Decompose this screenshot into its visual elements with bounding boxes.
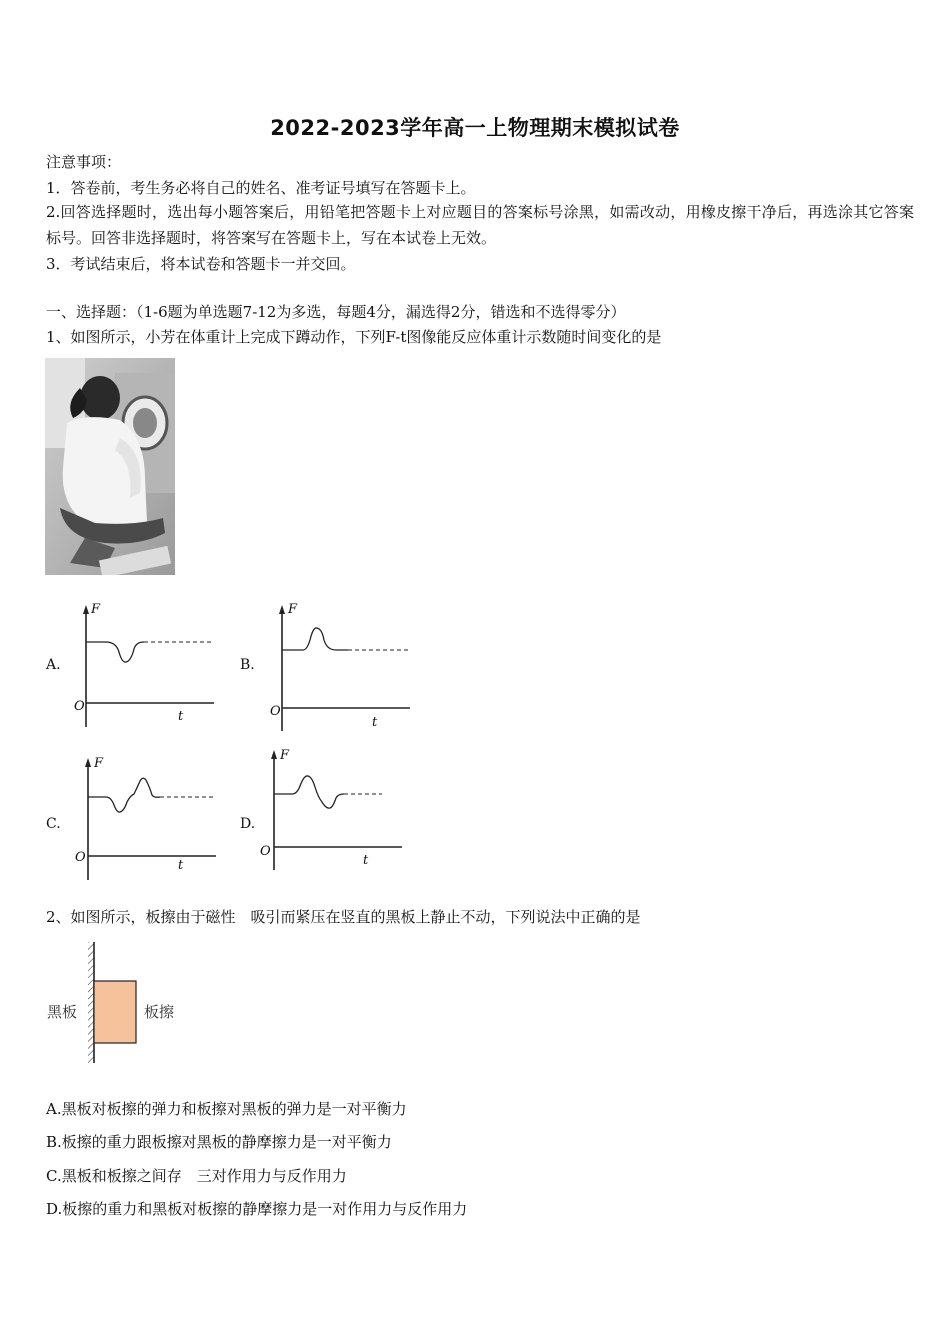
q2-option-c[interactable]: C.黑板和板擦之间存 三对作用力与反作用力 bbox=[46, 1167, 347, 1185]
blackboard-label: 黑板 bbox=[47, 1003, 78, 1021]
option-b-axis-t: t bbox=[372, 715, 378, 730]
option-c-axis-f: F bbox=[94, 756, 104, 771]
notice-item-2: 2.回答选择题时，选出每小题答案后，用铅笔把答题卡上对应题目的答案标号涂黑，如需改动，用橡皮擦干净后，再选涂其它答案标号。回答非选择题时，将答案写在答题卡上，写在本试卷上无效。 bbox=[46, 203, 914, 247]
q2-option-d[interactable]: D.板擦的重力和黑板对板擦的静摩擦力是一对作用力与反作用力 bbox=[46, 1200, 468, 1218]
notice-item-3: 3．考试结束后，将本试卷和答题卡一并交回。 bbox=[46, 255, 356, 273]
option-b-axis-f: F bbox=[288, 602, 298, 617]
option-a-axis-t: t bbox=[178, 709, 184, 724]
question-1-stem: 1、如图所示，小芳在体重计上完成下蹲动作，下列F-t图像能反应体重计示数随时间变化的是 bbox=[46, 328, 662, 346]
option-a-letter: A. bbox=[46, 657, 61, 673]
section-heading: 一、选择题：（1-6题为单选题7-12为多选，每题4分，漏选得2分，错选和不选得零分） bbox=[46, 303, 626, 321]
q2-option-a[interactable]: A.黑板对板擦的弹力和板擦对黑板的弹力是一对平衡力 bbox=[46, 1100, 407, 1118]
option-c-letter: C. bbox=[46, 816, 61, 832]
notice-heading: 注意事项： bbox=[46, 153, 122, 171]
option-d-origin: O bbox=[260, 844, 271, 859]
option-c-axis-t: t bbox=[178, 858, 184, 873]
option-d-letter: D. bbox=[240, 816, 256, 832]
option-d-axis-f: F bbox=[280, 748, 290, 763]
option-b-origin: O bbox=[270, 704, 281, 719]
option-d-axis-t: t bbox=[363, 853, 369, 868]
option-b-letter: B. bbox=[240, 657, 255, 673]
eraser-label: 板擦 bbox=[144, 1003, 175, 1021]
option-a-origin: O bbox=[74, 699, 85, 714]
page-title: 2022-2023学年高一上物理期末模拟试卷 bbox=[270, 116, 680, 140]
option-a-axis-f: F bbox=[91, 602, 101, 617]
squat-photo bbox=[45, 358, 175, 575]
board-diagram bbox=[45, 940, 205, 1065]
q2-option-b[interactable]: B.板擦的重力跟板擦对黑板的静摩擦力是一对平衡力 bbox=[46, 1133, 392, 1151]
option-c-origin: O bbox=[75, 850, 86, 865]
question-2-stem: 2、如图所示，板擦由于磁性 吸引而紧压在竖直的黑板上静止不动，下列说法中正确的是 bbox=[46, 908, 641, 926]
notice-item-1: 1．答卷前，考生务必将自己的姓名、准考证号填写在答题卡上。 bbox=[46, 179, 476, 197]
